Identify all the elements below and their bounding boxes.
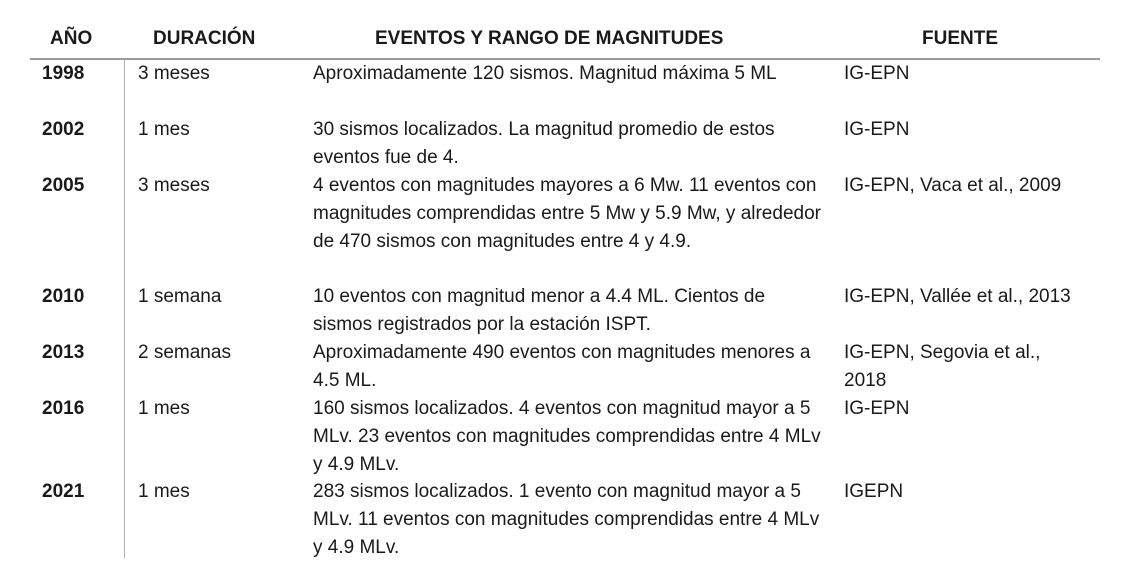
header-events: EVENTOS Y RANGO DE MAGNITUDES: [375, 28, 724, 49]
header-duration: DURACIÓN: [153, 28, 256, 49]
cell-source: IG-EPN: [844, 63, 910, 84]
table-body: [0, 60, 1128, 562]
cell-events: 4 eventos con magnitudes mayores a 6 Mw. 11 eventos con magnitudes comprendidas entre 5 Mw y 5.9 Mw, y alrededor de 470 sismos con magnitudes entre 4 y 4.9.: [313, 175, 821, 252]
cell-source: IG-EPN: [844, 398, 910, 419]
cell-year: 1998: [42, 63, 85, 84]
cell-source: IG-EPN, Segovia et al., 2018: [844, 342, 1041, 391]
cell-year: 2021: [42, 481, 85, 502]
cell-events: 160 sismos localizados. 4 eventos con magnitud mayor a 5 MLv. 23 eventos con magnitudes comprendidas entre 4 MLv y 4.9 MLv.: [313, 398, 821, 475]
cell-duration: 1 semana: [138, 286, 222, 307]
cell-year: 2010: [42, 286, 85, 307]
table-row: [0, 116, 1128, 172]
cell-year: 2013: [42, 342, 85, 363]
cell-source: IG-EPN: [844, 119, 910, 140]
table-row: [0, 283, 1128, 339]
cell-duration: 1 mes: [138, 398, 190, 419]
cell-duration: 1 mes: [138, 481, 190, 502]
cell-duration: 3 meses: [138, 175, 210, 196]
table-header: [0, 28, 1128, 54]
cell-duration: 3 meses: [138, 63, 210, 84]
cell-source: IG-EPN, Vaca et al., 2009: [844, 175, 1062, 196]
cell-year: 2005: [42, 175, 85, 196]
cell-events: Aproximadamente 490 eventos con magnitudes menores a 4.5 ML.: [313, 342, 811, 391]
cell-year: 2016: [42, 398, 85, 419]
table-row: [0, 395, 1128, 478]
cell-events: Aproximadamente 120 sismos. Magnitud máxima 5 ML: [313, 63, 777, 84]
table-row: [0, 60, 1128, 116]
table-row: [0, 478, 1128, 562]
cell-events: 10 eventos con magnitud menor a 4.4 ML. Cientos de sismos registrados por la estación ISPT.: [313, 286, 766, 335]
cell-duration: 2 semanas: [138, 342, 231, 363]
cell-duration: 1 mes: [138, 119, 190, 140]
header-year: AÑO: [50, 28, 93, 49]
cell-year: 2002: [42, 119, 85, 140]
cell-events: 30 sismos localizados. La magnitud promedio de estos eventos fue de 4.: [313, 119, 775, 168]
table-row: [0, 339, 1128, 395]
cell-source: IG-EPN, Vallée et al., 2013: [844, 286, 1071, 307]
cell-source: IGEPN: [844, 481, 904, 502]
table-row: [0, 172, 1128, 283]
header-source: FUENTE: [922, 28, 998, 49]
cell-events: 283 sismos localizados. 1 evento con magnitud mayor a 5 MLv. 11 eventos con magnitudes comprendidas entre 4 MLv y 4.9 MLv.: [313, 481, 820, 558]
